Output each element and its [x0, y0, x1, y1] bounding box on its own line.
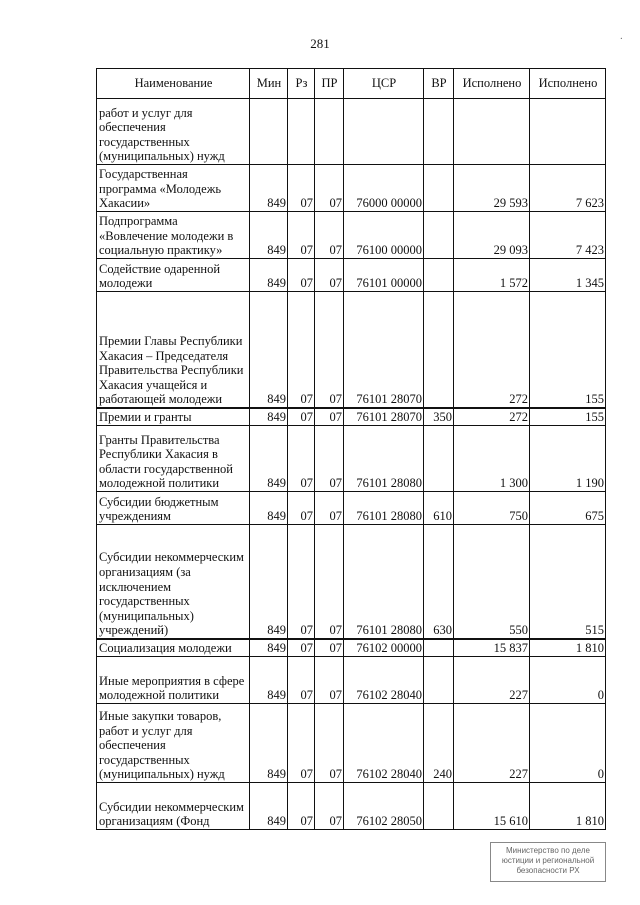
- row-executed-1: 272: [454, 292, 530, 409]
- row-executed-1: 1 300: [454, 426, 530, 492]
- row-executed-2: 1 345: [530, 259, 606, 292]
- row-min: 849: [250, 292, 288, 409]
- table-row: [97, 525, 606, 640]
- row-rz: 07: [288, 259, 315, 292]
- row-rz: 07: [288, 292, 315, 409]
- row-rz: [288, 99, 315, 165]
- row-pr: 07: [315, 165, 344, 212]
- row-executed-2: 0: [530, 704, 606, 783]
- row-rz: 07: [288, 525, 315, 640]
- row-csr: 76101 28080: [344, 525, 424, 640]
- row-rz: 07: [288, 426, 315, 492]
- row-pr: 07: [315, 426, 344, 492]
- row-min: 849: [250, 639, 288, 657]
- table-row: [97, 639, 606, 657]
- corner-mark: .: [620, 30, 623, 42]
- registration-stamp: [490, 842, 606, 882]
- row-rz: 07: [288, 408, 315, 426]
- row-min: 849: [250, 525, 288, 640]
- row-vr: [424, 639, 454, 657]
- row-executed-1: 15 837: [454, 639, 530, 657]
- row-executed-2: [530, 99, 606, 165]
- row-executed-2: 7 423: [530, 212, 606, 259]
- row-name: Субсидии некоммерческим организациям (за исключением государственных (муниципальных) учреждений): [97, 525, 250, 640]
- row-pr: 07: [315, 408, 344, 426]
- table-row: [97, 492, 606, 525]
- table-row: [97, 165, 606, 212]
- row-vr: [424, 99, 454, 165]
- row-executed-1: 272: [454, 408, 530, 426]
- row-csr: 76101 28080: [344, 492, 424, 525]
- row-csr: 76102 00000: [344, 639, 424, 657]
- header-vr: ВР: [424, 69, 454, 99]
- row-min: 849: [250, 704, 288, 783]
- header-min: Мин: [250, 69, 288, 99]
- table-row: [97, 657, 606, 704]
- row-rz: 07: [288, 657, 315, 704]
- row-pr: 07: [315, 259, 344, 292]
- budget-table: [96, 68, 606, 830]
- row-name: Премии Главы Республики Хакасия – Председателя Правительства Республики Хакасия учащейся и работающей молодежи: [97, 292, 250, 409]
- row-executed-1: 227: [454, 657, 530, 704]
- row-name: Иные мероприятия в сфере молодежной политики: [97, 657, 250, 704]
- row-min: 849: [250, 492, 288, 525]
- row-pr: 07: [315, 639, 344, 657]
- row-executed-1: 29 593: [454, 165, 530, 212]
- row-vr: 240: [424, 704, 454, 783]
- row-csr: 76102 28040: [344, 657, 424, 704]
- row-vr: [424, 212, 454, 259]
- row-executed-1: 29 093: [454, 212, 530, 259]
- table-row: [97, 704, 606, 783]
- row-pr: 07: [315, 492, 344, 525]
- row-min: 849: [250, 212, 288, 259]
- row-executed-1: [454, 99, 530, 165]
- header-csr: ЦСР: [344, 69, 424, 99]
- row-pr: 07: [315, 704, 344, 783]
- row-vr: 610: [424, 492, 454, 525]
- row-executed-2: 155: [530, 292, 606, 409]
- row-executed-2: 515: [530, 525, 606, 640]
- stamp-line: безопасности РХ: [516, 866, 580, 875]
- row-vr: 350: [424, 408, 454, 426]
- row-vr: [424, 657, 454, 704]
- row-rz: 07: [288, 212, 315, 259]
- row-vr: [424, 292, 454, 409]
- row-pr: 07: [315, 657, 344, 704]
- row-csr: 76101 00000: [344, 259, 424, 292]
- row-vr: [424, 783, 454, 830]
- table-header-row: [97, 69, 606, 99]
- row-executed-1: 1 572: [454, 259, 530, 292]
- table-row: [97, 408, 606, 426]
- row-pr: 07: [315, 783, 344, 830]
- row-name: Премии и гранты: [97, 408, 250, 426]
- row-vr: [424, 259, 454, 292]
- row-min: [250, 99, 288, 165]
- stamp-line: юстиции и региональной: [501, 856, 595, 865]
- table-row: [97, 292, 606, 409]
- row-name: работ и услуг для обеспечения государственных (муниципальных) нужд: [97, 99, 250, 165]
- row-executed-1: 15 610: [454, 783, 530, 830]
- row-name: Иные закупки товаров, работ и услуг для обеспечения государственных (муниципальных) нужд: [97, 704, 250, 783]
- row-vr: [424, 426, 454, 492]
- header-name: Наименование: [97, 69, 250, 99]
- row-vr: [424, 165, 454, 212]
- row-rz: 07: [288, 165, 315, 212]
- row-executed-2: 1 190: [530, 426, 606, 492]
- row-min: 849: [250, 657, 288, 704]
- row-executed-1: 750: [454, 492, 530, 525]
- table-row: [97, 426, 606, 492]
- table-row: [97, 212, 606, 259]
- row-name: Социализация молодежи: [97, 639, 250, 657]
- row-pr: [315, 99, 344, 165]
- stamp-line: Министерство по деле: [506, 846, 590, 855]
- row-min: 849: [250, 259, 288, 292]
- page-number: 281: [310, 36, 330, 51]
- row-executed-1: 227: [454, 704, 530, 783]
- row-executed-2: 1 810: [530, 783, 606, 830]
- row-csr: 76000 00000: [344, 165, 424, 212]
- row-csr: 76101 28080: [344, 426, 424, 492]
- row-min: 849: [250, 783, 288, 830]
- row-rz: 07: [288, 783, 315, 830]
- row-rz: 07: [288, 492, 315, 525]
- row-csr: 76101 28070: [344, 292, 424, 409]
- header-executed-1: Исполнено: [454, 69, 530, 99]
- row-min: 849: [250, 408, 288, 426]
- row-vr: 630: [424, 525, 454, 640]
- row-executed-1: 550: [454, 525, 530, 640]
- header-pr: ПР: [315, 69, 344, 99]
- row-name: Государственная программа «Молодежь Хакасии»: [97, 165, 250, 212]
- row-name: Содействие одаренной молодежи: [97, 259, 250, 292]
- row-executed-2: 675: [530, 492, 606, 525]
- row-executed-2: 1 810: [530, 639, 606, 657]
- row-csr: 76100 00000: [344, 212, 424, 259]
- row-name: Субсидии бюджетным учреждениям: [97, 492, 250, 525]
- table-row: [97, 99, 606, 165]
- row-csr: 76102 28040: [344, 704, 424, 783]
- row-csr: 76101 28070: [344, 408, 424, 426]
- row-pr: 07: [315, 212, 344, 259]
- row-csr: [344, 99, 424, 165]
- row-executed-2: 155: [530, 408, 606, 426]
- row-name: Субсидии некоммерческим организациям (Фонд: [97, 783, 250, 830]
- row-csr: 76102 28050: [344, 783, 424, 830]
- header-rz: Рз: [288, 69, 315, 99]
- row-executed-2: 7 623: [530, 165, 606, 212]
- row-min: 849: [250, 426, 288, 492]
- table-row: [97, 783, 606, 830]
- row-name: Гранты Правительства Республики Хакасия в области государственной молодежной политики: [97, 426, 250, 492]
- row-rz: 07: [288, 639, 315, 657]
- row-name: Подпрограмма «Вовлечение молодежи в социальную практику»: [97, 212, 250, 259]
- row-min: 849: [250, 165, 288, 212]
- row-pr: 07: [315, 525, 344, 640]
- header-executed-2: Исполнено: [530, 69, 606, 99]
- table-row: [97, 259, 606, 292]
- row-pr: 07: [315, 292, 344, 409]
- row-executed-2: 0: [530, 657, 606, 704]
- row-rz: 07: [288, 704, 315, 783]
